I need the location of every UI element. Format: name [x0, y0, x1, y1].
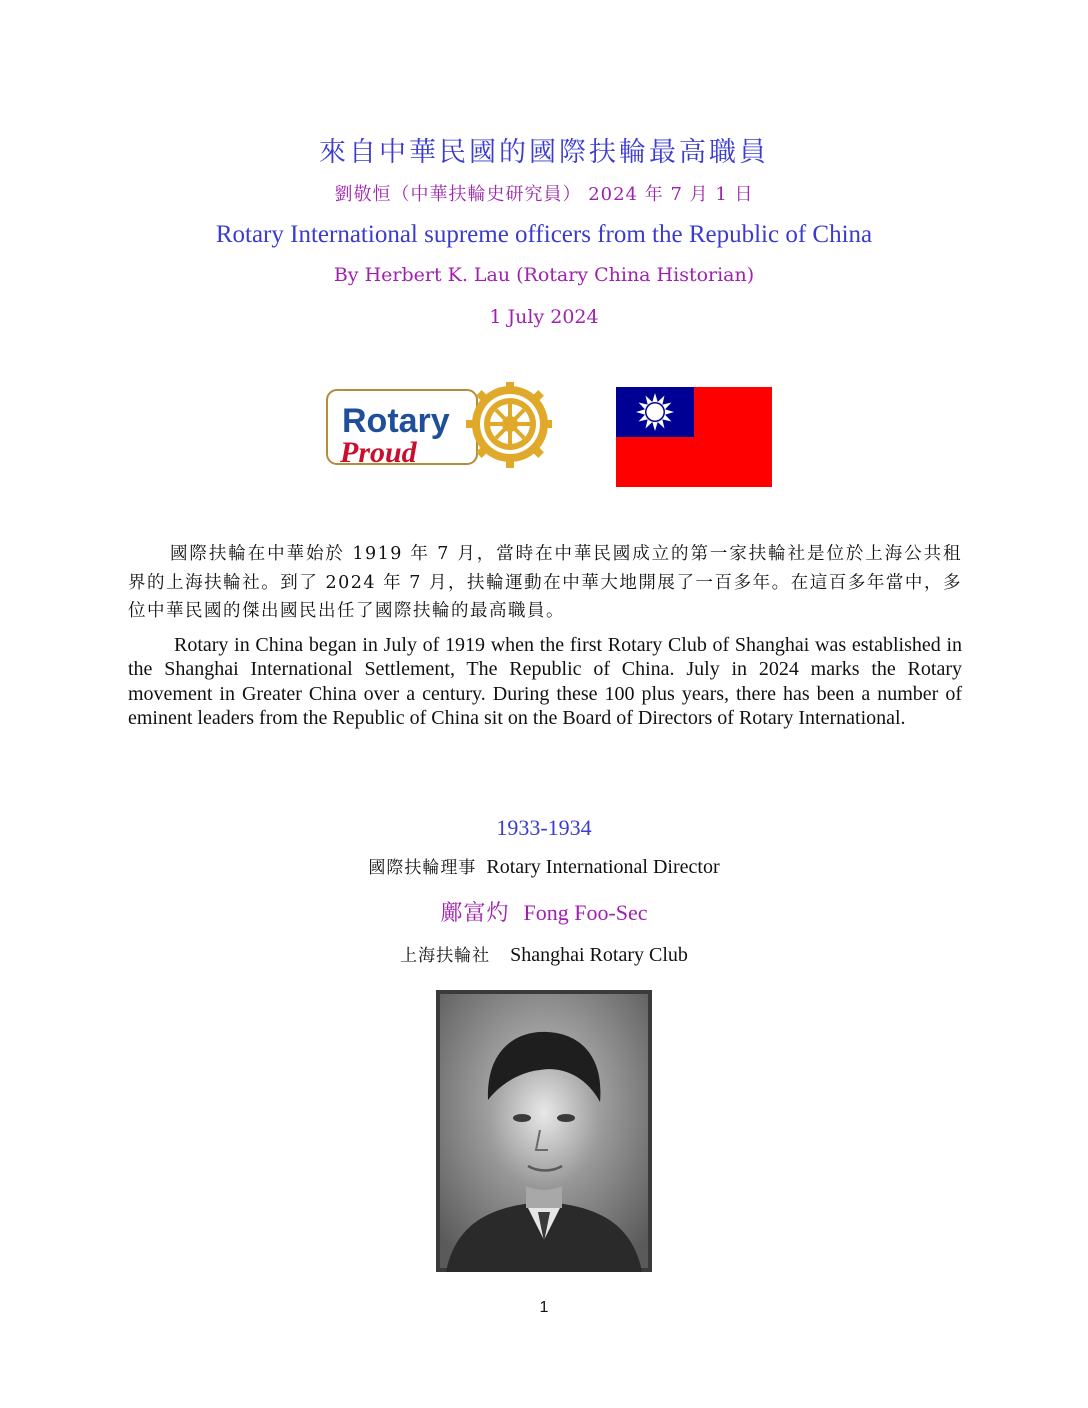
- entry-years: 1933-1934: [496, 815, 592, 840]
- republic-of-china-flag-icon: [616, 387, 772, 487]
- byline-chinese: 劉敬恒（中華扶輪史研究員） 2024 年 7 月 1 日: [334, 184, 754, 205]
- entry-role-chinese: 國際扶輪理事: [368, 858, 477, 878]
- page-number: 1: [539, 1299, 549, 1316]
- entry-club-chinese: 上海扶輪社: [400, 946, 491, 966]
- intro-paragraph-chinese: 國際扶輪在中華始於 1919 年 7 月，當時在中華民國成立的第一家扶輪社是位於上海公共租界的上海扶輪社。到了 2024 年 7 月，扶輪運動在中華大地開展了一百多年。在這百多年當中，多位中華民國的傑出國民出任了國際扶輪的最高職員。: [128, 544, 962, 621]
- entry-name: [0, 896, 1088, 927]
- intro-paragraph-english: Rotary in China began in July of 1919 when the first Rotary Club of Shanghai was established in the Shanghai International Settlement, The Republic of China. July in 2024 marks the Rotary movement in Greater China over a century. During these 100 plus years, there has been a number of eminent leaders from the Republic of China sit on the Board of Directors of Rotary International.: [128, 634, 962, 729]
- svg-text:Rotary: Rotary: [342, 402, 450, 440]
- entry-club: [0, 941, 1088, 967]
- portrait-photo-icon: [436, 990, 652, 1272]
- title-english: Rotary International supreme officers from the Republic of China: [215, 221, 873, 248]
- entry-role: [0, 853, 1088, 879]
- byline-english: By Herbert K. Lau (Rotary China Historian): [333, 264, 755, 286]
- entry-name-chinese: 鄺富灼: [440, 901, 510, 926]
- svg-text:Proud: Proud: [340, 436, 417, 468]
- entry-role-english: Rotary International Director: [486, 856, 720, 878]
- title-chinese: 來自中華民國的國際扶輪最高職員: [319, 137, 769, 168]
- entry-club-english: Shanghai Rotary Club: [510, 944, 688, 966]
- entry-name-english: Fong Foo-Sec: [523, 900, 648, 925]
- rotary-proud-logo-icon: [326, 382, 552, 468]
- date-english: 1 July 2024: [489, 306, 599, 328]
